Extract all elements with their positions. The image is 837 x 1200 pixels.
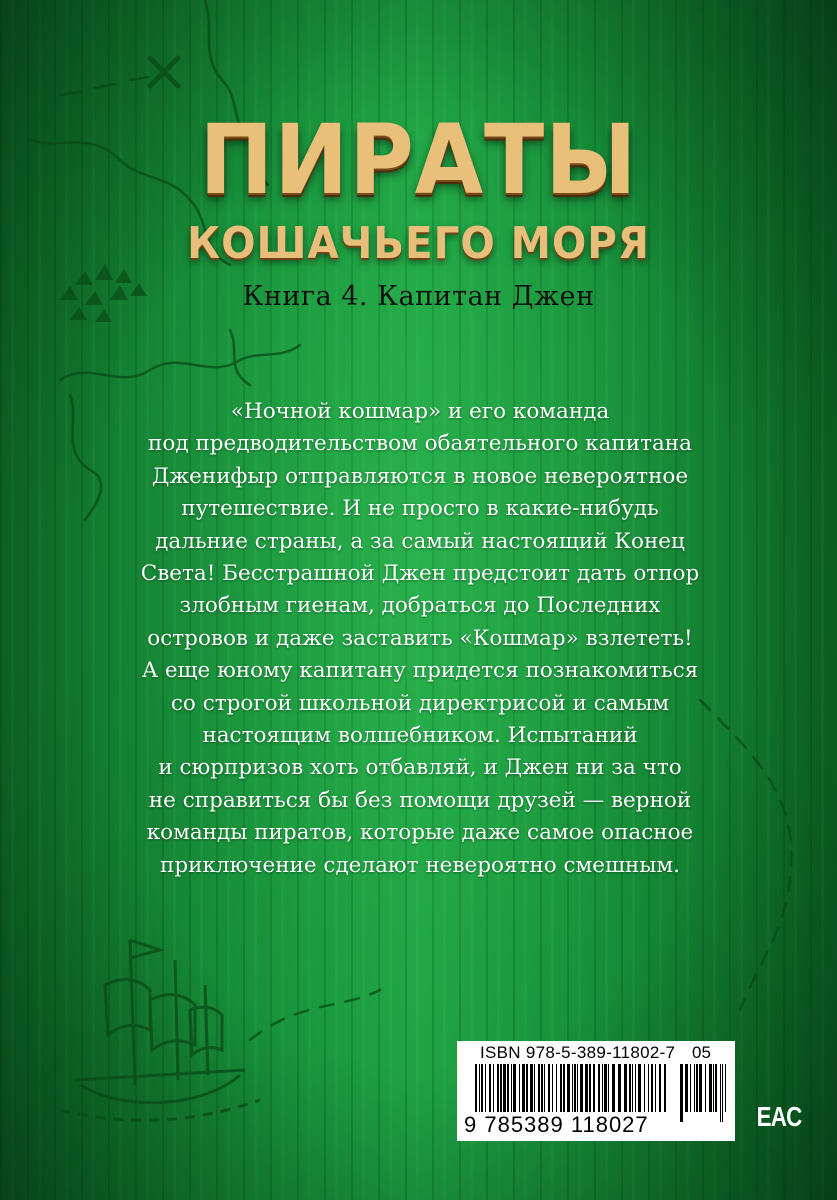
eac-mark: EAC <box>756 1101 802 1132</box>
isbn-label: ISBN 978-5-389-11802-7 <box>480 1043 676 1062</box>
blurb-line: и сюрпризов хоть отбавляй, и Джен ни за что <box>158 755 682 781</box>
blurb-line: не справиться бы без помощи друзей — верной <box>148 787 692 813</box>
blurb-line: настоящим волшебником. Испытаний <box>202 723 638 749</box>
blurb-line: со строгой школьной директрисой и самым <box>170 690 670 716</box>
blurb-text <box>120 396 720 882</box>
blurb-line: команды пиратов, которые даже самое опасное <box>146 820 694 846</box>
blurb-line: Света! Бесстрашной Джен предстоит дать отпор <box>140 561 700 587</box>
blurb-line: дальние страны, а за самый настоящий Конец <box>155 528 685 554</box>
blurb-line: приключение сделают невероятно смешным. <box>160 852 680 878</box>
book-number-title: Книга 4. Капитан Джен <box>242 281 595 312</box>
blurb-line: А еще юному капитану придется познакомиться <box>141 658 699 684</box>
barcode-addon-number: 05 <box>692 1043 711 1062</box>
barcode-addon-bars <box>680 1064 730 1126</box>
blurb-line: злобным гиенам, добраться до Последних <box>179 593 661 619</box>
title-main: ПИРАТЫ <box>199 104 638 216</box>
barcode-digits: 9 785389 118027 <box>464 1112 649 1137</box>
blurb-line: «Ночной кошмар» и его команда <box>230 399 610 424</box>
blurb-line: путешествие. И не просто в какие-нибудь <box>181 496 659 522</box>
title-subtitle: КОШАЧЬЕГО МОРЯ <box>187 218 650 269</box>
blurb-line: под предводительством обаятельного капитана <box>148 431 692 457</box>
blurb-line: Дженифыр отправляются в новое невероятное <box>151 463 689 489</box>
blurb-line: островов и даже заставить «Кошмар» взлететь! <box>147 625 693 651</box>
